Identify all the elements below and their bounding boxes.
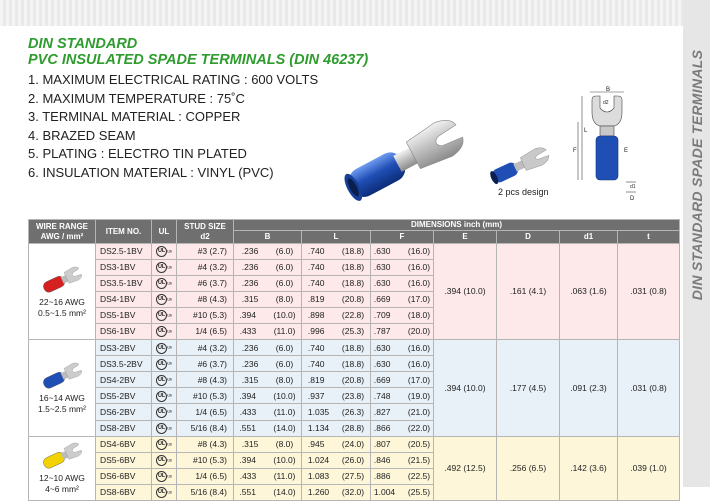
dim-f-mm: (19.0) — [407, 390, 431, 401]
stud-size-cell: #4 (3.2) — [177, 340, 234, 356]
dim-l-mm: (25.3) — [341, 326, 365, 337]
stud-size-cell: #8 (4.3) — [177, 436, 234, 452]
dim-b-inch: .551 — [239, 422, 256, 433]
dim-l-inch: 1.134 — [307, 422, 330, 433]
dim-l-cell — [302, 484, 371, 500]
dim-f-cell — [371, 340, 434, 356]
wire-range-cell — [29, 340, 96, 436]
wire-range-mm2: 4~6 mm² — [45, 484, 79, 495]
item-no-cell: DS6-2BV — [96, 404, 152, 420]
header-col-t: t — [618, 231, 680, 244]
dim-f-inch: 1.004 — [373, 486, 396, 497]
dim-f-mm: (16.0) — [407, 342, 431, 353]
header-col-d1: d1 — [560, 231, 618, 244]
spec-item: 1. MAXIMUM ELECTRICAL RATING : 600 VOLTS — [28, 72, 319, 87]
ul-certification-icon: UL — [156, 326, 167, 337]
dim-l-inch: .996 — [307, 326, 325, 337]
dim-l-mm: (18.8) — [341, 246, 365, 257]
header-item-no: ITEM NO. — [96, 220, 152, 244]
ul-certification-icon: UL — [156, 407, 167, 418]
spec-table — [28, 219, 680, 501]
dim-l-inch: .740 — [307, 246, 325, 257]
dim-l-mm: (28.8) — [341, 422, 365, 433]
ul-certification-icon: UL — [156, 455, 167, 466]
ul-country-mark: us — [167, 457, 172, 463]
dim-b-mm: (10.0) — [273, 454, 296, 465]
dim-b-inch: .236 — [241, 246, 259, 257]
dim-l-inch: .740 — [307, 342, 325, 353]
table-row — [29, 340, 680, 356]
dim-b-cell — [234, 292, 302, 308]
stud-size-cell: #10 (5.3) — [177, 452, 234, 468]
dim-b-inch: .236 — [241, 358, 259, 369]
dim-b-mm: (14.0) — [273, 422, 296, 433]
dim-l-inch: .740 — [307, 278, 325, 289]
drawing-label-b: B — [606, 87, 611, 93]
dim-b-mm: (11.0) — [273, 470, 296, 481]
dim-l-cell — [302, 260, 371, 276]
dim-b-cell — [234, 404, 302, 420]
dim-f-inch: .630 — [373, 246, 391, 257]
wire-range-awg: 22~16 AWG — [39, 296, 85, 307]
item-no-cell: DS5-2BV — [96, 388, 152, 404]
ul-country-mark: us — [167, 489, 172, 495]
drawing-label-f: F — [573, 148, 577, 154]
dim-f-mm: (20.0) — [407, 326, 431, 337]
photo-caption: 2 pcs design — [498, 187, 549, 197]
ul-cell — [152, 372, 177, 388]
item-no-cell: DS3-1BV — [96, 260, 152, 276]
dim-d1-cell: .091 (2.3) — [560, 340, 618, 436]
dim-l-cell — [302, 436, 371, 452]
ul-country-mark: us — [167, 248, 172, 254]
dim-l-cell — [302, 452, 371, 468]
dim-f-mm: (16.0) — [407, 262, 431, 273]
dim-l-inch: .819 — [307, 374, 325, 385]
dim-b-cell — [234, 420, 302, 436]
ul-certification-icon: UL — [156, 359, 167, 370]
ul-cell — [152, 484, 177, 500]
dim-b-inch: .433 — [239, 406, 257, 417]
dim-e-cell: .394 (10.0) — [434, 244, 497, 340]
item-no-cell: DS4-6BV — [96, 436, 152, 452]
ul-certification-icon: UL — [156, 246, 167, 257]
dim-f-inch: .630 — [373, 262, 391, 273]
dim-b-cell — [234, 356, 302, 372]
dim-f-inch: .669 — [373, 294, 391, 305]
dim-l-cell — [302, 420, 371, 436]
item-no-cell: DS2.5-1BV — [96, 244, 152, 260]
header-wire-range — [29, 220, 96, 244]
dimension-drawing — [570, 87, 644, 208]
dim-b-inch: .315 — [241, 374, 259, 385]
header-dimensions: DIMENSIONS inch (mm) — [234, 220, 680, 231]
ul-country-mark: us — [167, 344, 172, 350]
ul-cell — [152, 468, 177, 484]
spade-terminal-small-icon — [484, 134, 558, 194]
drawing-label-d1: d1 — [630, 184, 636, 190]
dim-b-mm: (8.0) — [275, 374, 294, 385]
dim-t-cell: .031 (0.8) — [618, 244, 680, 340]
ul-cell — [152, 292, 177, 308]
spade-terminal-large-icon — [333, 97, 473, 209]
stud-size-cell: #8 (4.3) — [177, 372, 234, 388]
dim-f-cell — [371, 308, 434, 324]
dim-f-cell — [371, 388, 434, 404]
stud-size-cell: 5/16 (8.4) — [177, 484, 234, 500]
terminal-color-icon — [40, 361, 84, 391]
ul-cell — [152, 388, 177, 404]
item-no-cell: DS8-2BV — [96, 420, 152, 436]
drawing-label-e: E — [624, 148, 629, 154]
ul-country-mark: us — [167, 280, 172, 286]
dim-f-inch: .709 — [373, 310, 391, 321]
stud-size-cell: 5/16 (8.4) — [177, 420, 234, 436]
ul-certification-icon: UL — [156, 375, 167, 386]
ul-certification-icon: UL — [156, 278, 167, 289]
product-photo-large — [333, 97, 473, 209]
dim-b-mm: (8.0) — [275, 438, 294, 449]
header-col-b: B — [234, 231, 302, 244]
dim-l-mm: (20.8) — [341, 294, 365, 305]
dim-f-cell — [371, 468, 434, 484]
dim-b-mm: (6.0) — [275, 262, 294, 273]
dim-f-cell — [371, 324, 434, 340]
dim-d-cell: .256 (6.5) — [497, 436, 560, 500]
table-row — [29, 436, 680, 452]
ul-country-mark: us — [167, 408, 172, 414]
dim-t-cell: .039 (1.0) — [618, 436, 680, 500]
dim-b-cell — [234, 372, 302, 388]
dim-l-cell — [302, 404, 371, 420]
dim-l-cell — [302, 244, 371, 260]
ul-certification-icon: UL — [156, 391, 167, 402]
dim-b-inch: .394 — [239, 310, 256, 321]
header-col-l: L — [302, 231, 371, 244]
dim-b-inch: .551 — [239, 486, 256, 497]
item-no-cell: DS5-1BV — [96, 308, 152, 324]
item-no-cell: DS8-6BV — [96, 484, 152, 500]
dim-f-cell — [371, 292, 434, 308]
stud-size-cell: #8 (4.3) — [177, 292, 234, 308]
dim-l-cell — [302, 340, 371, 356]
spec-list — [28, 71, 318, 183]
dim-l-mm: (26.0) — [341, 454, 365, 465]
ul-country-mark: us — [167, 328, 172, 334]
ul-cell — [152, 276, 177, 292]
ul-country-mark: us — [167, 376, 172, 382]
dim-f-cell — [371, 244, 434, 260]
item-no-cell: DS4-1BV — [96, 292, 152, 308]
ul-certification-icon: UL — [156, 423, 167, 434]
dim-f-mm: (21.5) — [407, 454, 431, 465]
ul-certification-icon: UL — [156, 262, 167, 273]
dim-b-inch: .236 — [241, 278, 259, 289]
dim-d1-cell: .142 (3.6) — [560, 436, 618, 500]
dim-f-mm: (22.0) — [407, 422, 431, 433]
ul-cell — [152, 420, 177, 436]
dim-b-cell — [234, 436, 302, 452]
dim-b-mm: (14.0) — [273, 486, 296, 497]
ul-cell — [152, 404, 177, 420]
dim-l-cell — [302, 324, 371, 340]
dim-l-mm: (18.8) — [341, 278, 365, 289]
dim-l-mm: (23.8) — [341, 390, 365, 401]
dim-l-inch: 1.024 — [307, 454, 330, 465]
dim-l-inch: .937 — [307, 390, 325, 401]
dim-l-mm: (22.8) — [341, 310, 365, 321]
dim-l-mm: (20.8) — [341, 374, 365, 385]
spec-table-body — [29, 244, 680, 501]
dim-b-inch: .433 — [239, 326, 257, 337]
dim-l-mm: (26.3) — [341, 406, 365, 417]
ul-country-mark: us — [167, 312, 172, 318]
terminal-color-icon — [40, 265, 84, 295]
dim-f-inch: .866 — [373, 422, 391, 433]
dim-b-mm: (10.0) — [273, 310, 296, 321]
ul-cell — [152, 340, 177, 356]
ul-country-mark: us — [167, 441, 172, 447]
ul-cell — [152, 324, 177, 340]
dim-f-mm: (25.5) — [407, 486, 431, 497]
dim-l-cell — [302, 388, 371, 404]
dim-f-cell — [371, 484, 434, 500]
dim-b-cell — [234, 244, 302, 260]
dim-l-mm: (27.5) — [341, 470, 365, 481]
dim-f-cell — [371, 260, 434, 276]
dimension-drawing-icon — [570, 87, 644, 208]
dim-f-inch: .669 — [373, 374, 391, 385]
dim-f-inch: .807 — [373, 438, 391, 449]
stud-size-cell: #3 (2.7) — [177, 244, 234, 260]
stud-size-cell: #6 (3.7) — [177, 356, 234, 372]
ul-country-mark: us — [167, 392, 172, 398]
dim-b-inch: .433 — [239, 470, 257, 481]
dim-b-mm: (6.0) — [275, 246, 294, 257]
dim-b-inch: .236 — [241, 262, 259, 273]
dim-f-mm: (18.0) — [407, 310, 431, 321]
item-no-cell: DS4-2BV — [96, 372, 152, 388]
dim-f-inch: .787 — [373, 326, 391, 337]
dim-b-mm: (11.0) — [273, 406, 296, 417]
ul-country-mark: us — [167, 296, 172, 302]
dim-l-inch: 1.035 — [307, 406, 330, 417]
header-stud-size-unit: d2 — [200, 231, 210, 241]
dim-b-mm: (6.0) — [275, 358, 294, 369]
dim-f-mm: (16.0) — [407, 246, 431, 257]
ul-certification-icon: UL — [156, 343, 167, 354]
item-no-cell: DS6-6BV — [96, 468, 152, 484]
dim-l-inch: .740 — [307, 262, 325, 273]
side-label-text: DIN STANDARD SPADE TERMINALS — [688, 49, 705, 301]
dim-l-inch: .945 — [307, 438, 325, 449]
dim-f-mm: (22.5) — [407, 470, 431, 481]
stud-size-cell: #4 (3.2) — [177, 260, 234, 276]
drawing-label-l: L — [584, 128, 588, 134]
dim-f-mm: (17.0) — [407, 294, 431, 305]
wire-range-mm2: 1.5~2.5 mm² — [38, 403, 86, 414]
dim-l-inch: .740 — [307, 358, 325, 369]
wire-range-mm2: 0.5~1.5 mm² — [38, 307, 86, 318]
dim-f-cell — [371, 452, 434, 468]
dim-f-mm: (16.0) — [407, 278, 431, 289]
dim-l-inch: .819 — [307, 294, 325, 305]
dim-f-inch: .630 — [373, 358, 391, 369]
stud-size-cell: 1/4 (6.5) — [177, 404, 234, 420]
spec-item: 2. MAXIMUM TEMPERATURE : 75˚C — [28, 90, 245, 106]
header-wire-range-unit: AWG / mm² — [40, 231, 84, 241]
dim-l-mm: (24.0) — [341, 438, 365, 449]
dim-f-inch: .886 — [373, 470, 391, 481]
dim-l-cell — [302, 276, 371, 292]
dim-l-mm: (18.8) — [341, 358, 365, 369]
wire-range-awg: 16~14 AWG — [39, 392, 85, 403]
dim-f-inch: .748 — [373, 390, 391, 401]
dim-f-cell — [371, 356, 434, 372]
item-no-cell: DS6-1BV — [96, 324, 152, 340]
item-no-cell: DS3-2BV — [96, 340, 152, 356]
dim-l-inch: 1.260 — [307, 486, 330, 497]
ul-country-mark: us — [167, 424, 172, 430]
dim-b-mm: (6.0) — [275, 342, 294, 353]
dim-f-mm: (21.0) — [407, 406, 431, 417]
header-col-e: E — [434, 231, 497, 244]
header-col-d: D — [497, 231, 560, 244]
header-col-f: F — [371, 231, 434, 244]
ul-certification-icon: UL — [156, 471, 167, 482]
ul-country-mark: us — [167, 360, 172, 366]
dim-e-cell: .492 (12.5) — [434, 436, 497, 500]
dim-b-cell — [234, 260, 302, 276]
spec-item: 4. BRAZED SEAM — [28, 127, 136, 143]
dim-b-inch: .394 — [239, 454, 256, 465]
dim-f-mm: (16.0) — [407, 358, 431, 369]
header-stud-size — [177, 220, 234, 244]
dim-f-cell — [371, 372, 434, 388]
spec-item: 6. INSULATION MATERIAL : VINYL (PVC) — [28, 164, 274, 180]
dim-l-inch: 1.083 — [307, 470, 330, 481]
item-no-cell: DS5-6BV — [96, 452, 152, 468]
dim-b-mm: (11.0) — [273, 326, 296, 337]
dim-l-cell — [302, 292, 371, 308]
ul-certification-icon: UL — [156, 487, 167, 498]
dim-l-cell — [302, 468, 371, 484]
dim-b-inch: .394 — [239, 390, 256, 401]
table-row — [29, 244, 680, 260]
wire-range-cell — [29, 436, 96, 500]
side-label — [683, 40, 710, 310]
spec-item: 3. TERMINAL MATERIAL : COPPER — [28, 109, 241, 125]
dim-t-cell: .031 (0.8) — [618, 340, 680, 436]
stud-size-cell: 1/4 (6.5) — [177, 468, 234, 484]
dim-l-inch: .898 — [307, 310, 325, 321]
dim-f-mm: (17.0) — [407, 374, 431, 385]
header-ul: UL — [152, 220, 177, 244]
dim-f-cell — [371, 420, 434, 436]
ul-cell — [152, 308, 177, 324]
dim-b-cell — [234, 340, 302, 356]
dim-b-cell — [234, 484, 302, 500]
dim-d1-cell: .063 (1.6) — [560, 244, 618, 340]
dim-l-cell — [302, 308, 371, 324]
drawing-label-d: D — [630, 196, 635, 202]
ul-cell — [152, 452, 177, 468]
stud-size-cell: 1/4 (6.5) — [177, 324, 234, 340]
dim-f-inch: .630 — [373, 342, 391, 353]
top-banner — [0, 0, 710, 26]
dim-e-cell: .394 (10.0) — [434, 340, 497, 436]
item-no-cell: DS3.5-2BV — [96, 356, 152, 372]
dim-f-inch: .846 — [373, 454, 391, 465]
dim-b-cell — [234, 468, 302, 484]
dim-l-mm: (18.8) — [341, 262, 365, 273]
dim-b-cell — [234, 324, 302, 340]
dim-b-inch: .315 — [241, 438, 259, 449]
dim-b-inch: .236 — [241, 342, 259, 353]
dim-l-cell — [302, 356, 371, 372]
dim-b-cell — [234, 276, 302, 292]
drawing-label-d2: d2 — [603, 100, 609, 106]
ul-cell — [152, 260, 177, 276]
item-no-cell: DS3.5-1BV — [96, 276, 152, 292]
stud-size-cell: #10 (5.3) — [177, 308, 234, 324]
dim-b-mm: (8.0) — [275, 294, 294, 305]
dim-b-cell — [234, 308, 302, 324]
dim-l-mm: (32.0) — [341, 486, 365, 497]
dim-d-cell: .177 (4.5) — [497, 340, 560, 436]
dim-f-inch: .630 — [373, 278, 391, 289]
terminal-color-icon — [40, 441, 84, 471]
ul-country-mark: us — [167, 473, 172, 479]
page-title: DIN STANDARD — [28, 36, 138, 52]
stud-size-cell: #10 (5.3) — [177, 388, 234, 404]
dim-b-cell — [234, 452, 302, 468]
ul-country-mark: us — [167, 264, 172, 270]
ul-cell — [152, 244, 177, 260]
ul-cell — [152, 436, 177, 452]
dim-b-cell — [234, 388, 302, 404]
wire-range-awg: 12~10 AWG — [39, 473, 85, 484]
ul-certification-icon: UL — [156, 439, 167, 450]
spec-item: 5. PLATING : ELECTRO TIN PLATED — [28, 146, 247, 162]
header-wire-range-label: WIRE RANGE — [36, 221, 88, 231]
ul-certification-icon: UL — [156, 310, 167, 321]
dim-l-cell — [302, 372, 371, 388]
wire-range-cell — [29, 244, 96, 340]
dim-f-cell — [371, 404, 434, 420]
dim-d-cell: .161 (4.1) — [497, 244, 560, 340]
header-stud-size-label: STUD SIZE — [184, 221, 226, 231]
dim-f-mm: (20.5) — [407, 438, 431, 449]
stud-size-cell: #6 (3.7) — [177, 276, 234, 292]
dim-f-cell — [371, 276, 434, 292]
dim-b-mm: (10.0) — [273, 390, 296, 401]
ul-certification-icon: UL — [156, 294, 167, 305]
dim-f-inch: .827 — [373, 406, 391, 417]
dim-b-inch: .315 — [241, 294, 259, 305]
dim-l-mm: (18.8) — [341, 342, 365, 353]
dim-b-mm: (6.0) — [275, 278, 294, 289]
dim-f-cell — [371, 436, 434, 452]
page-subtitle: PVC INSULATED SPADE TERMINALS (DIN 46237) — [28, 52, 369, 68]
ul-cell — [152, 356, 177, 372]
